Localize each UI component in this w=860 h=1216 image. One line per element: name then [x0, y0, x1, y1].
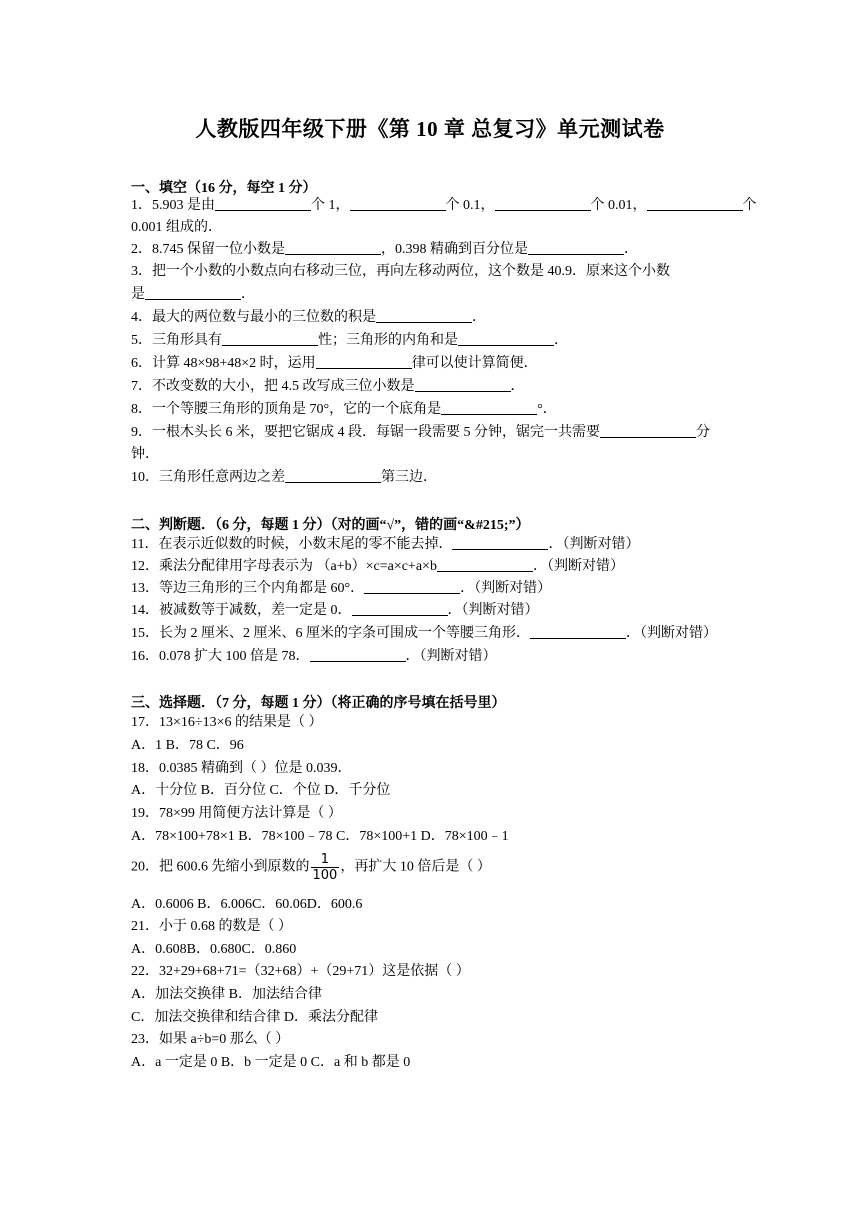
question-4: 4．最大的两位数与最小的三位数的积是 ． [131, 310, 486, 325]
question-8: 8．一个等腰三角形的顶角是 70°，它的一个底角是 °． [131, 402, 557, 417]
answer-blank[interactable] [310, 647, 406, 662]
question-6: 6．计算 48×98+48×2 时，运用 律可以使计算简便． [131, 356, 538, 371]
answer-blank[interactable] [215, 196, 311, 211]
answer-blank[interactable] [530, 624, 626, 639]
answer-blank[interactable] [437, 557, 533, 572]
answer-blank[interactable] [452, 535, 548, 550]
answer-blank[interactable] [285, 468, 381, 483]
question-20-options: A．0.6006 B．6.006C．60.06D．600.6 [131, 897, 363, 912]
question-22-options-row-2: C．加法交换律和结合律 D．乘法分配律 [131, 1010, 378, 1025]
question-13: 13．等边三角形的三个内角都是 60°． ．（判断对错） [131, 581, 552, 596]
fraction-one-hundredth: $\frac{1}{100}$ [312, 852, 338, 883]
answer-blank[interactable] [145, 285, 241, 300]
question-11: 11．在表示近似数的时候，小数末尾的零不能去掉． ．（判断对错） [131, 537, 640, 552]
question-2: 2．8.745 保留一位小数是 ，0.398 精确到百分位是 ． [131, 242, 638, 257]
answer-blank[interactable] [376, 308, 472, 323]
question-23-options: A．a 一定是 0 B．b 一定是 0 C．a 和 b 都是 0 [131, 1055, 411, 1070]
answer-blank[interactable] [441, 400, 537, 415]
section-heading-fill-in: 一、填空（16 分，每空 1 分） [131, 181, 317, 196]
question-21: 21．小于 0.68 的数是（ ） [131, 919, 292, 934]
answer-blank[interactable] [222, 331, 318, 346]
question-18: 18．0.0385 精确到（ ）位是 0.039． [131, 761, 352, 776]
question-3-continued: 是 ． [131, 287, 255, 302]
answer-blank[interactable] [647, 196, 743, 211]
section-heading-true-false: 二、判断题．（6 分，每题 1 分）（对的画“√”，错的画“&#215;”） [131, 518, 530, 533]
question-14: 14．被减数等于减数，差一定是 0． ．（判断对错） [131, 603, 539, 618]
question-23: 23．如果 a÷b=0 那么（ ） [131, 1032, 290, 1047]
question-9-continued: 钟． [131, 447, 159, 462]
question-15: 15．长为 2 厘米、2 厘米、6 厘米的字条可围成一个等腰三角形． ．（判断对错） [131, 626, 717, 641]
page-title: 人教版四年级下册《第 10 章 总复习》单元测试卷 [195, 117, 665, 141]
question-17: 17．13×16÷13×6 的结果是（ ） [131, 715, 323, 730]
question-22: 22．32+29+68+71=（32+68）+（29+71）这是依据（ ） [131, 964, 470, 979]
answer-blank[interactable] [458, 331, 554, 346]
question-19: 19．78×99 用简便方法计算是（ ） [131, 806, 342, 821]
question-19-options: A．78×100+78×1 B．78×100﹣78 C．78×100+1 D．78×100﹣1 [131, 829, 509, 844]
question-5: 5．三角形具有 性；三角形的内角和是 ． [131, 333, 568, 348]
question-10: 10．三角形任意两边之差 第三边． [131, 470, 437, 485]
question-9: 9．一根木头长 6 米，要把它锯成 4 段．每锯一段需要 5 分钟，锯完一共需要 分 [131, 425, 710, 440]
answer-blank[interactable] [350, 196, 446, 211]
question-3: 3．把一个小数的小数点向右移动三位，再向左移动两位，这个数是 40.9．原来这个小数 [131, 264, 670, 279]
question-21-options: A．0.608B．0.680C．0.860 [131, 942, 297, 957]
section-heading-multiple-choice: 三、选择题．（7 分，每题 1 分）（将正确的序号填在括号里） [131, 696, 506, 711]
question-7: 7．不改变数的大小，把 4.5 改写成三位小数是 ． [131, 379, 525, 394]
question-1-continued: 0.001 组成的． [131, 220, 222, 235]
question-22-options-row-1: A．加法交换律 B．加法结合律 [131, 987, 322, 1002]
question-20: 20．把 600.6 先缩小到原数的 $\frac{1}{100}$ ，再扩大 10 倍后是（ ） [131, 852, 491, 883]
answer-blank[interactable] [352, 601, 448, 616]
answer-blank[interactable] [285, 240, 381, 255]
question-18-options: A．十分位 B．百分位 C．个位 D．千分位 [131, 783, 391, 798]
question-16: 16．0.078 扩大 100 倍是 78． ．（判断对错） [131, 649, 497, 664]
answer-blank[interactable] [415, 377, 511, 392]
question-1: 1．5.903 是由 个 1， 个 0.1， 个 0.01， 个 [131, 198, 757, 213]
answer-blank[interactable] [600, 423, 696, 438]
question-12: 12．乘法分配律用字母表示为 （a+b）×c=a×c+a×b ．（判断对错） [131, 559, 624, 574]
answer-blank[interactable] [528, 240, 624, 255]
question-17-options: A．1 B．78 C．96 [131, 738, 244, 753]
answer-blank[interactable] [495, 196, 591, 211]
answer-blank[interactable] [316, 354, 412, 369]
answer-blank[interactable] [364, 579, 460, 594]
